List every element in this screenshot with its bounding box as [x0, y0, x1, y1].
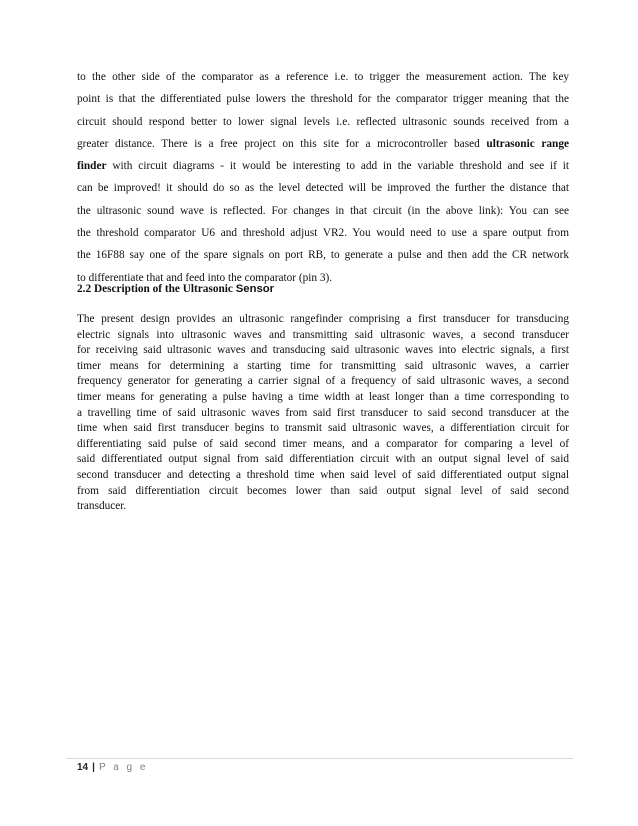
body-paragraph-1 — [77, 66, 569, 289]
paragraph-line: second transducer and detecting a threshold time when said level of said differentiated output signal — [77, 468, 569, 481]
paragraph-line: the ultrasonic sound wave is reflected. For changes in that circuit (in the above link): You can see — [77, 204, 569, 217]
paragraph-line: to differentiate that and feed into the comparator (pin 3). — [77, 271, 333, 284]
paragraph-line: differentiating said pulse of said second timer means, and a comparator for comparing a level of — [77, 437, 569, 450]
bold-term-ultrasonic-range: ultrasonic range — [486, 137, 569, 150]
paragraph-line: can be improved! it should do so as the level detected will be improved the further the distance that — [77, 182, 569, 195]
section-heading-text: 2.2 Description of the Ultrasonic — [77, 283, 236, 295]
paragraph-line: the threshold comparator U6 and threshold adjust VR2. You would need to use a spare output from — [77, 227, 569, 240]
body-paragraph-2 — [77, 312, 569, 515]
paragraph-text: greater distance. There is a free project on this site for a microcontroller based — [77, 137, 487, 150]
paragraph-line: electric signals into ultrasonic waves and transmitting said ultrasonic waves, a second transducer — [77, 328, 569, 341]
paragraph-line: timer means for generating a pulse having a time width at least longer than a time corresponding to — [77, 390, 569, 403]
footer-divider — [66, 758, 573, 759]
paragraph-line: time when said first transducer begins to transmit said ultrasonic waves, a differentiation circuit for — [77, 422, 569, 435]
footer-separator: | — [92, 762, 95, 773]
paragraph-line — [77, 133, 569, 155]
paragraph-line: for receiving said ultrasonic waves and transducing said ultrasonic waves into electric signals, a first — [77, 344, 569, 357]
bold-term-finder: finder — [77, 160, 107, 173]
paragraph-line: circuit should respond better to lower signal levels i.e. reflected ultrasonic sounds received from a — [77, 115, 569, 128]
section-heading — [77, 283, 274, 295]
paragraph-text: with circuit diagrams - it would be interesting to add in the variable threshold and see if it — [106, 160, 569, 173]
paragraph-line — [77, 155, 569, 177]
paragraph-line: a travelling time of said ultrasonic waves from said first transducer to said second transducer at the — [77, 406, 569, 419]
paragraph-line: from said differentiation circuit becomes lower than said output signal level of said second — [77, 484, 569, 497]
paragraph-line: said differentiated output signal from said differentiation circuit with an output signal level of said — [77, 453, 569, 466]
page-footer — [77, 762, 148, 773]
paragraph-line: the 16F88 say one of the spare signals on port RB, to generate a pulse and then add the CR network — [77, 249, 569, 262]
paragraph-line: timer means for determining a starting time for transmitting said ultrasonic waves, a carrier — [77, 359, 569, 372]
page-label: P a g e — [98, 762, 148, 773]
page-number: 14 — [77, 762, 89, 773]
paragraph-line: point is that the differentiated pulse lowers the threshold for the comparator trigger meaning that the — [77, 93, 569, 106]
paragraph-line: transducer. — [77, 500, 127, 513]
section-heading-word: Sensor — [235, 283, 275, 295]
paragraph-line: to the other side of the comparator as a reference i.e. to trigger the measurement action. The key — [77, 71, 569, 83]
paragraph-line: frequency generator for generating a carrier signal of a frequency of said ultrasonic waves, a second — [77, 375, 569, 388]
paragraph-line: The present design provides an ultrasonic rangefinder comprising a first transducer for transducing — [77, 313, 569, 325]
